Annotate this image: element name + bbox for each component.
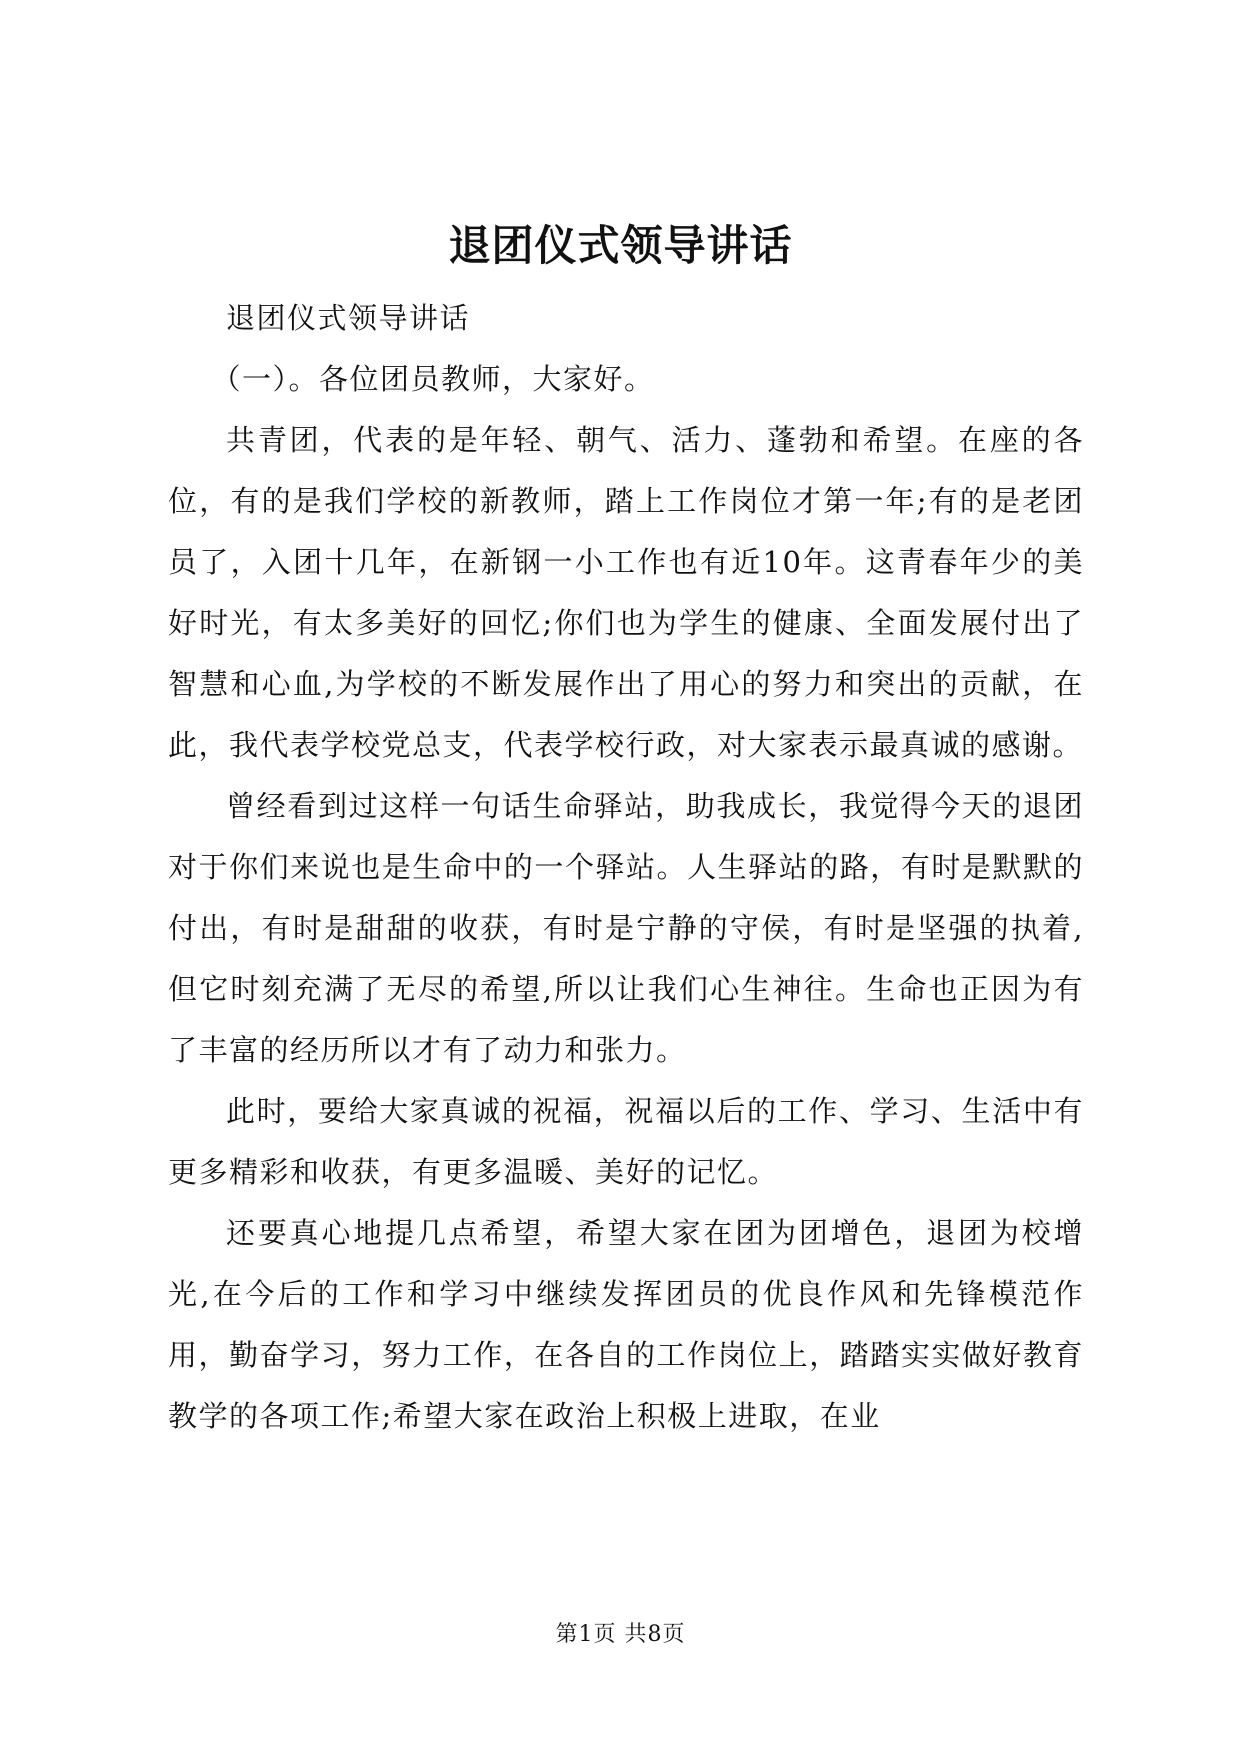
page-footer: 第1页 共8页 — [555, 1622, 686, 1647]
paragraph: 曾经看到过这样一句话生命驿站，助我成长，我觉得今天的退团对于你们来说也是生命中的一个驿站。人生驿站的路，有时是默默的付出，有时是甜甜的收获，有时是宁静的守侯，有时是坚强的执着,但它时刻充满了无尽的希望,所以让我们心生神往。生命也正因为有了丰富的经历所以才有了动力和张力。 — [168, 789, 1084, 1067]
paragraph: 共青团，代表的是年轻、朝气、活力、蓬勃和希望。在座的各位，有的是我们学校的新教师，踏上工作岗位才第一年;有的是老团员了，入团十几年，在新钢一小工作也有近10年。这青春年少的美好时光，有太多美好的回忆;你们也为学生的健康、全面发展付出了智慧和心血,为学校的不断发展作出了用心的努力和突出的贡献，在此，我代表学校党总支，代表学校行政，对大家表示最真诚的感谢。 — [168, 423, 1084, 762]
paragraph-greeting: （一）。各位团员教师，大家好。 — [211, 362, 655, 396]
document-title: 退团仪式领导讲话 — [448, 221, 793, 270]
paragraph: 还要真心地提几点希望，希望大家在团为团增色，退团为校增光,在今后的工作和学习中继续发挥团员的优良作风和先锋模范作用，勤奋学习，努力工作，在各自的工作岗位上，踏踏实实做好教育教学的各项工作;希望大家在政治上积极上进取，在业 — [168, 1216, 1084, 1433]
document-body — [168, 288, 1084, 1447]
paragraph-heading: 退团仪式领导讲话 — [226, 301, 471, 335]
paragraph: 此时，要给大家真诚的祝福，祝福以后的工作、学习、生活中有更多精彩和收获，有更多温暖、美好的记忆。 — [168, 1094, 1084, 1189]
